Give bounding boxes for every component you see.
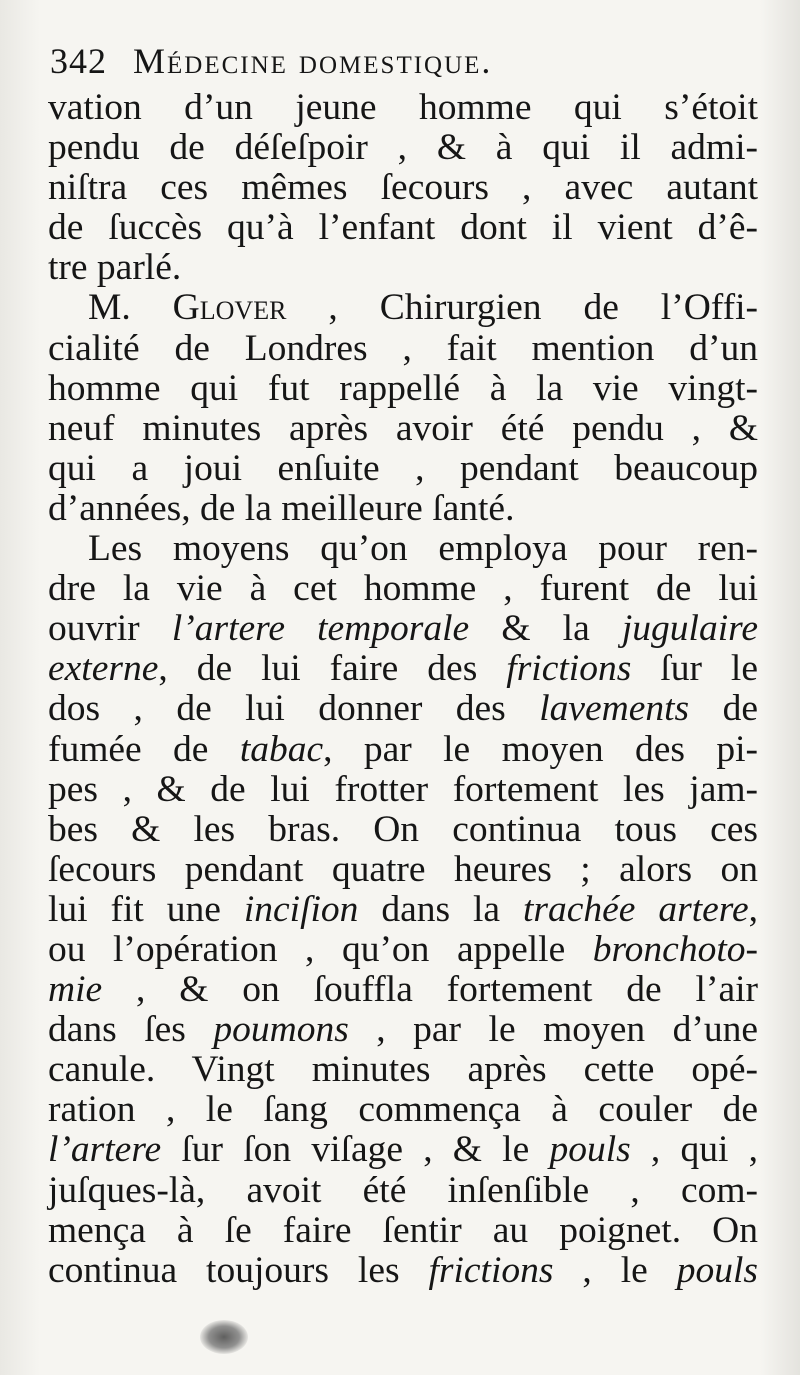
italic-term: lavements [539, 688, 690, 730]
text-line [48, 1090, 758, 1130]
text-run: dans la [358, 888, 523, 930]
text-run: mença à ſe faire ſentir au poignet. On [48, 1209, 758, 1251]
text-run: , de lui faire des [158, 648, 507, 690]
text-line [48, 930, 758, 970]
text-line [48, 529, 758, 569]
text-run: bes & les bras. On continua tous ces [48, 808, 758, 850]
text-run: dre la vie à cet homme , furent de lui [48, 568, 758, 610]
text-line [48, 1171, 758, 1211]
text-run: qui a joui enſuite , pendant beaucoup [48, 447, 758, 489]
italic-term: pouls [676, 1249, 758, 1291]
text-run: canule. Vingt minutes après cette opé- [48, 1049, 758, 1091]
text-run: cialité de Londres , fait mention d’un [48, 327, 758, 369]
text-run: & la [469, 608, 622, 650]
text-run: , le [553, 1249, 677, 1291]
text-line [48, 88, 758, 128]
text-line [48, 1211, 758, 1251]
text-line [48, 409, 758, 449]
text-run: vation d’un jeune homme qui s’étoit [48, 87, 758, 128]
text-line [48, 689, 758, 729]
italic-term: poumons [213, 1009, 349, 1051]
ink-smudge [200, 1320, 248, 1354]
text-line [48, 970, 758, 1010]
body-text [48, 88, 758, 1291]
text-run: M. [88, 287, 173, 329]
italic-term: frictions [506, 648, 632, 690]
text-run: continua toujours les [48, 1249, 429, 1291]
running-header [50, 40, 770, 92]
text-run: ſecours pendant quatre heures ; alors on [48, 848, 758, 890]
text-run: , [748, 888, 758, 930]
text-line [48, 770, 758, 810]
italic-term: inciſion [243, 888, 359, 930]
text-line [48, 1130, 758, 1170]
italic-term: l’artere [48, 1129, 162, 1171]
text-run: de [689, 688, 758, 730]
text-run: d’années, de la meilleure ſanté. [48, 487, 515, 529]
text-line [48, 248, 758, 288]
text-line [48, 168, 758, 208]
italic-term: tabac [239, 728, 324, 770]
text-run: Les moyens qu’on employa pour ren- [88, 528, 758, 570]
text-line [48, 329, 758, 369]
italic-term: mie [48, 969, 103, 1011]
text-line [48, 649, 758, 689]
text-run: dans ſes [48, 1009, 214, 1051]
small-caps-name: Glover [172, 287, 287, 329]
text-line [48, 1050, 758, 1090]
text-line [48, 1251, 758, 1291]
text-run: fumée de [48, 728, 240, 770]
italic-term: bronchoto- [592, 928, 758, 970]
text-line [48, 369, 758, 409]
text-run: tre parlé. [48, 247, 182, 289]
text-run: ouvrir [48, 608, 172, 650]
text-run: , par le moyen d’une [348, 1009, 758, 1051]
text-run: dos , de lui donner des [48, 688, 540, 730]
text-line [48, 288, 758, 328]
running-title: Médecine domestique. [133, 41, 493, 81]
text-run: juſques-là, avoit été inſenſible , com- [48, 1169, 758, 1211]
text-run: pendu de déſeſpoir , & à qui il admi- [48, 127, 758, 169]
text-run: , qui , [630, 1129, 758, 1171]
italic-term: pouls [549, 1129, 631, 1171]
page-number: 342 [50, 41, 107, 81]
italic-term: frictions [428, 1249, 554, 1291]
text-run: pes , & de lui frotter fortement les jam- [48, 768, 758, 810]
text-line [48, 1010, 758, 1050]
text-line [48, 609, 758, 649]
text-line [48, 208, 758, 248]
text-run: niſtra ces mêmes ſecours , avec autant [48, 167, 758, 209]
text-run: neuf minutes après avoir été pendu , & [48, 407, 758, 449]
text-line [48, 128, 758, 168]
text-run: , & on ſouffla fortement de l’air [102, 969, 758, 1011]
text-run: ration , le ſang commença à couler de [48, 1089, 758, 1131]
text-run: , par le moyen des pi- [323, 728, 759, 770]
text-line [48, 810, 758, 850]
text-run: lui fit une [48, 888, 244, 930]
text-line [48, 890, 758, 930]
text-run: , Chirurgien de l’Offi- [286, 287, 758, 329]
text-run: homme qui fut rappellé à la vie vingt- [48, 367, 758, 409]
text-line [48, 850, 758, 890]
italic-term: externe [48, 648, 159, 690]
text-run: de ſuccès qu’à l’enfant dont il vient d’ê- [48, 207, 758, 249]
italic-term: l’artere temporale [171, 608, 470, 650]
text-line [48, 489, 758, 529]
text-line [48, 730, 758, 770]
text-run: ſur le [631, 648, 758, 690]
italic-term: trachée artere [523, 888, 749, 930]
text-line [48, 449, 758, 489]
text-run: ou l’opération , qu’on appelle [48, 928, 593, 970]
text-line [48, 569, 758, 609]
italic-term: jugulaire [621, 608, 758, 650]
text-run: ſur ſon viſage , & le [161, 1129, 550, 1171]
